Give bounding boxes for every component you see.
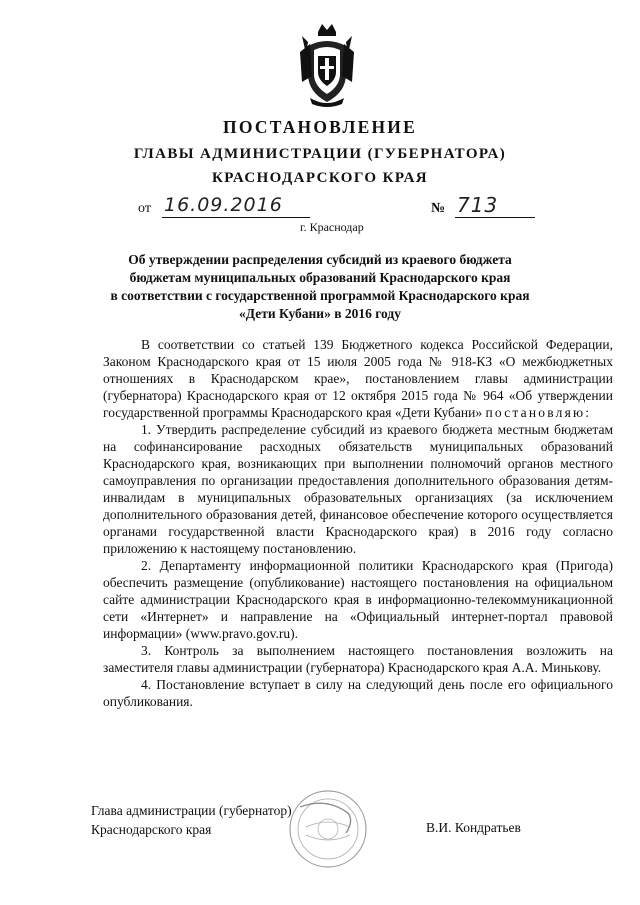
coat-of-arms-icon (296, 22, 358, 108)
date-underline (162, 217, 310, 218)
decree-word: постановляю: (485, 405, 592, 420)
item-paragraph-3: 3. Контроль за выполнением настоящего постановления возложить на заместителя главы администрации (губернатора) Краснодарского края А.А. Минькову. (103, 643, 613, 675)
position-line: Глава администрации (губернатор) (91, 803, 292, 818)
title-line: Об утверждении распределения субсидий из краевого бюджета (128, 252, 512, 267)
number-value: 713 (457, 193, 499, 217)
number-underline (455, 217, 535, 218)
issuer-heading-line1: ГЛАВЫ АДМИНИСТРАЦИИ (ГУБЕРНАТОРА) (133, 146, 507, 162)
item-paragraph-1: 1. Утвердить распределение субсидий из краевого бюджета местным бюджетам на софинансирование расходных обязательств муниципальных образований Краснодарского края, возникающих при выполнении полномочий органов местного самоуправления по организации предоставления дополнительного образования детям-инвалидам в муниципальных образовательных организациях (за исключением дополнительного образования детей, финансовое обеспечение которого осуществляется органами государственной власти Краснодарского края) в 2016 году согласно приложению к настоящему постановлению. (103, 422, 613, 556)
title-line: «Дети Кубани» в 2016 году (239, 306, 401, 321)
document-body (103, 336, 613, 710)
preamble-text: В соответствии со статьей 139 Бюджетного кодекса Российской Федерации, Законом Краснодарского края от 15 июля 2005 года № 918-КЗ «О межбюджетных отношениях в Краснодарском крае», постановлением главы администрации (губернатора) Краснодарского края от 12 октября 2015 года № 964 «Об утверждении государственной программы Краснодарского края «Дети Кубани» (103, 337, 613, 420)
item-paragraph-4: 4. Постановление вступает в силу на следующий день после его официального опубликования. (103, 677, 613, 709)
date-prefix: от (138, 201, 151, 216)
number-prefix: № (431, 201, 446, 216)
signatory-position (91, 801, 292, 839)
title-line: бюджетам муниципальных образований Краснодарского края (129, 270, 511, 285)
city-label: г. Краснодар (300, 220, 364, 234)
item-paragraph-2: 2. Департаменту информационной политики Краснодарского края (Пригода) обеспечить размещение (опубликование) настоящего постановления на официальном сайте администрации Краснодарского края в информационно-телекоммуникационной сети «Интернет» и направление на «Официальный интернет-портал правовой информации» (www.pravo.gov.ru). (103, 558, 613, 641)
title-line: в соответствии с государственной программой Краснодарского края (110, 288, 530, 303)
position-line: Краснодарского края (91, 822, 212, 837)
document-title (0, 251, 640, 323)
document-type-heading: ПОСТАНОВЛЕНИЕ (223, 117, 417, 137)
official-seal-icon (286, 787, 370, 871)
date-value: 16.09.2016 (164, 194, 283, 216)
preamble-paragraph (103, 336, 613, 421)
issuer-heading-line2: КРАСНОДАРСКОГО КРАЯ (211, 170, 429, 186)
signatory-name: В.И. Кондратьев (426, 820, 521, 835)
